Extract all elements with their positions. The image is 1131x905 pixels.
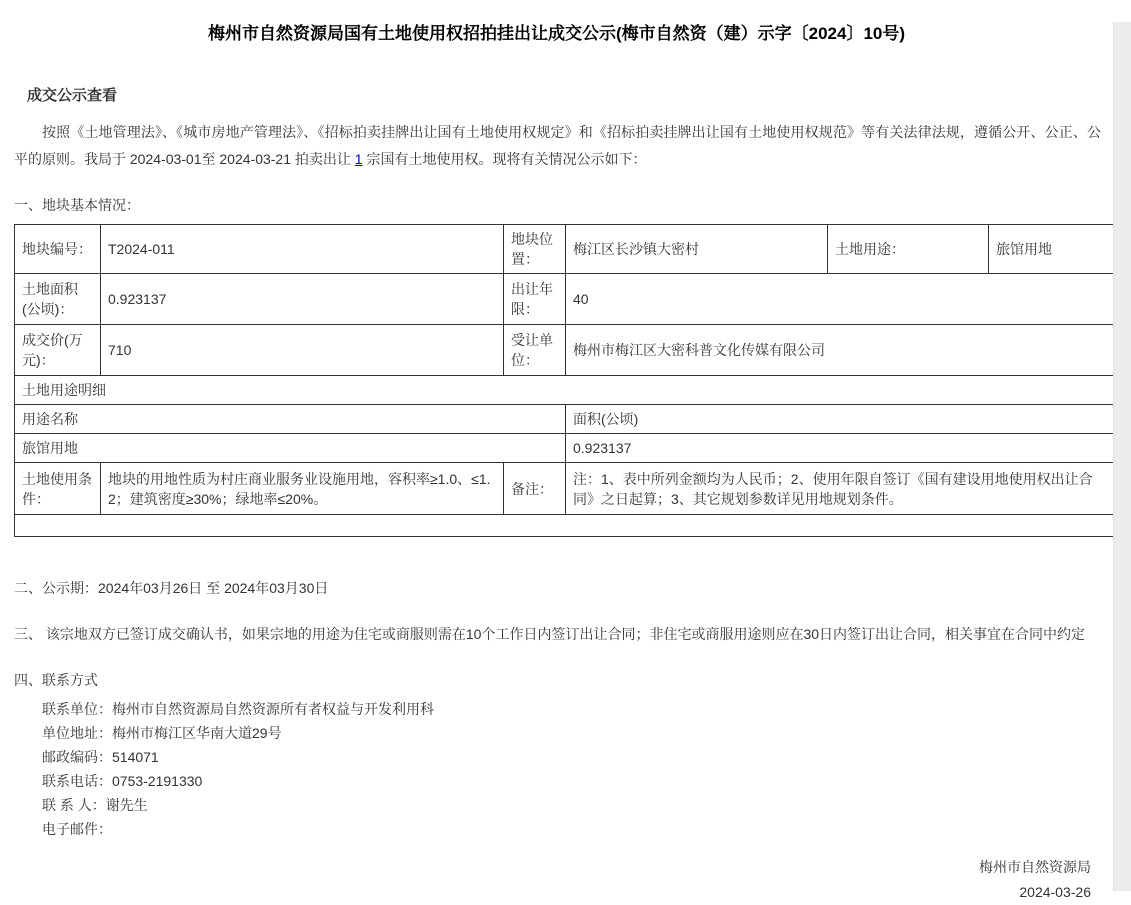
section-1-title: 一、地块基本情况： [14, 197, 140, 213]
land-use-label-cell: 土地用途： [828, 225, 989, 274]
location-value-cell: 梅江区长沙镇大密村 [566, 225, 828, 274]
parcel-no-value-cell: T2024-011 [101, 225, 504, 274]
parcel-count-link[interactable]: 1 [354, 151, 363, 167]
empty-row [15, 515, 1114, 537]
transferee-value-cell: 梅州市梅江区大密科普文化传媒有限公司 [566, 325, 1114, 376]
use-area-header-cell: 面积(公顷) [566, 405, 1114, 434]
footer-date: 2024-03-26 [1019, 884, 1091, 900]
view-heading: 成交公示查看 [27, 87, 118, 104]
empty-cell [15, 515, 1114, 537]
area-value-cell: 0.923137 [101, 274, 504, 325]
conditions-value-cell: 地块的用地性质为村庄商业服务业设施用地，容积率≥1.0、≤1.2；建筑密度≥30%；绿地率≤20%。 [101, 463, 504, 515]
intro-paragraph [14, 119, 1101, 173]
contact-postcode: 邮政编码：514071 [42, 749, 159, 765]
conditions-label-cell: 土地使用条件： [15, 463, 101, 515]
signature-footer [0, 855, 1113, 905]
page-right-gutter [1113, 22, 1131, 891]
table-row [15, 325, 1114, 376]
location-label-cell: 地块位置： [504, 225, 566, 274]
remarks-label-cell: 备注： [504, 463, 566, 515]
use-name-value-cell: 旅馆用地 [15, 434, 566, 463]
table-row [15, 225, 1114, 274]
area-label-cell: 土地面积(公顷)： [15, 274, 101, 325]
land-use-value-cell: 旅馆用地 [989, 225, 1114, 274]
intro-text-before-link: 按照《土地管理法》、《城市房地产管理法》、《招标拍卖挂牌出让国有土地使用权规定》和《招标拍卖挂牌出让国有土地使用权规范》等有关法律法规，遵循公开、公正、公平的原则。我局于 2024-03-01至 2024-03-21 拍卖出让 [14, 124, 1101, 167]
page-title: 梅州市自然资源局国有土地使用权招拍挂出让成交公示(梅市自然资（建）示字〔2024〕10号) [207, 24, 906, 43]
use-detail-header-cell: 土地用途明细 [15, 376, 1114, 405]
parcel-no-label-cell: 地块编号： [15, 225, 101, 274]
price-label-cell: 成交价(万元)： [15, 325, 101, 376]
footer-issuer: 梅州市自然资源局 [979, 859, 1091, 875]
use-name-header-cell: 用途名称 [15, 405, 566, 434]
contact-block [0, 697, 1113, 841]
table-row [15, 274, 1114, 325]
content-area [0, 22, 1113, 905]
announcement-page [0, 22, 1131, 900]
intro-text-after-link: 宗国有土地使用权。现将有关情况公示如下： [362, 151, 647, 167]
table-row [15, 405, 1114, 434]
transferee-label-cell: 受让单位： [504, 325, 566, 376]
term-value-cell: 40 [566, 274, 1114, 325]
section-2-text: 二、公示期：2024年03月26日 至 2024年03月30日 [14, 580, 329, 596]
remarks-value-cell: 注：1、表中所列金额均为人民币；2、使用年限自签订《国有建设用地使用权出让合同》之日起算；3、其它规划参数详见用地规划条件。 [566, 463, 1114, 515]
contact-unit: 联系单位：梅州市自然资源局自然资源所有者权益与开发利用科 [42, 701, 434, 717]
table-row [15, 463, 1114, 515]
contact-person: 联 系 人：谢先生 [42, 797, 148, 813]
contact-email: 电子邮件： [42, 821, 112, 837]
price-value-cell: 710 [101, 325, 504, 376]
contact-phone: 联系电话：0753-2191330 [42, 773, 203, 789]
table-row [15, 434, 1114, 463]
contact-address: 单位地址：梅州市梅江区华南大道29号 [42, 725, 282, 741]
parcel-table [14, 224, 1114, 537]
use-area-value-cell: 0.923137 [566, 434, 1114, 463]
term-label-cell: 出让年限： [504, 274, 566, 325]
section-3-text: 三、 该宗地双方已签订成交确认书，如果宗地的用途为住宅或商服则需在10个工作日内签订出让合同；非住宅或商服用途则应在30日内签订出让合同，相关事宜在合同中约定 [14, 626, 1086, 642]
table-row [15, 376, 1114, 405]
section-4-title: 四、联系方式 [14, 672, 98, 688]
